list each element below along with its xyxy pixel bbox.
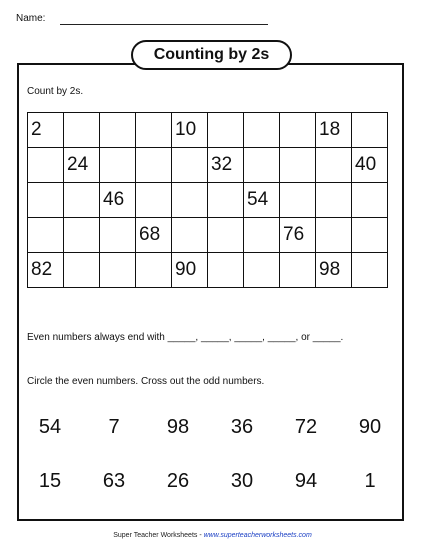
grid-cell[interactable]: 24: [64, 148, 100, 183]
grid-row: [28, 253, 388, 288]
grid-cell[interactable]: [136, 183, 172, 218]
grid-cell[interactable]: [208, 183, 244, 218]
grid-cell[interactable]: 76: [280, 218, 316, 253]
grid-cell[interactable]: [100, 113, 136, 148]
number-item[interactable]: 54: [38, 416, 62, 438]
grid-cell[interactable]: [136, 113, 172, 148]
count-instruction: Count by 2s.: [27, 86, 84, 97]
grid-cell[interactable]: [316, 148, 352, 183]
grid-cell[interactable]: 32: [208, 148, 244, 183]
grid-cell[interactable]: [208, 253, 244, 288]
grid-cell[interactable]: [136, 148, 172, 183]
grid-row: [28, 183, 388, 218]
even-endings-sentence: Even numbers always end with _____, _____, _____, _____, or _____.: [27, 332, 344, 343]
grid-cell[interactable]: 46: [100, 183, 136, 218]
grid-cell[interactable]: [64, 218, 100, 253]
grid-cell[interactable]: 68: [136, 218, 172, 253]
grid-cell[interactable]: [280, 183, 316, 218]
grid-cell[interactable]: [244, 218, 280, 253]
grid-cell[interactable]: [172, 148, 208, 183]
grid-cell[interactable]: [352, 253, 388, 288]
footer-text: Super Teacher Worksheets -: [113, 532, 204, 539]
footer-url-link[interactable]: www.superteacherworksheets.com: [203, 532, 312, 539]
footer: [0, 532, 425, 539]
grid-row: [28, 148, 388, 183]
grid-cell[interactable]: [100, 148, 136, 183]
worksheet-title-text: Counting by 2s: [153, 46, 270, 63]
number-item[interactable]: 63: [102, 470, 126, 492]
number-row-2: [10, 470, 410, 496]
circle-instruction: Circle the even numbers. Cross out the odd numbers.: [27, 376, 265, 387]
grid-cell[interactable]: 40: [352, 148, 388, 183]
grid-cell[interactable]: [352, 183, 388, 218]
grid-cell[interactable]: [352, 113, 388, 148]
name-line: [60, 24, 268, 25]
number-item[interactable]: 1: [364, 470, 376, 492]
grid-cell[interactable]: [100, 253, 136, 288]
number-item[interactable]: 90: [358, 416, 382, 438]
number-item[interactable]: 94: [294, 470, 318, 492]
grid-cell[interactable]: [244, 148, 280, 183]
number-item[interactable]: 7: [108, 416, 120, 438]
grid-cell[interactable]: [280, 148, 316, 183]
grid-cell[interactable]: [28, 218, 64, 253]
grid-cell[interactable]: 54: [244, 183, 280, 218]
grid-cell[interactable]: 98: [316, 253, 352, 288]
grid-cell[interactable]: [172, 218, 208, 253]
grid-cell[interactable]: 82: [28, 253, 64, 288]
number-item[interactable]: 72: [294, 416, 318, 438]
number-row-1: [10, 416, 410, 442]
number-item[interactable]: 26: [166, 470, 190, 492]
grid-cell[interactable]: [208, 218, 244, 253]
grid-row: [28, 218, 388, 253]
grid-cell[interactable]: [316, 218, 352, 253]
number-item[interactable]: 15: [38, 470, 62, 492]
counting-grid: [27, 112, 388, 288]
grid-cell[interactable]: 90: [172, 253, 208, 288]
number-item[interactable]: 98: [166, 416, 190, 438]
grid-cell[interactable]: [352, 218, 388, 253]
grid-row: [28, 113, 388, 148]
grid-cell[interactable]: [64, 113, 100, 148]
grid-cell[interactable]: [64, 253, 100, 288]
grid-cell[interactable]: [64, 183, 100, 218]
grid-cell[interactable]: 18: [316, 113, 352, 148]
grid-cell[interactable]: 10: [172, 113, 208, 148]
grid-cell[interactable]: [100, 218, 136, 253]
grid-cell[interactable]: [280, 113, 316, 148]
grid-cell[interactable]: [244, 113, 280, 148]
grid-cell[interactable]: [280, 253, 316, 288]
grid-cell[interactable]: 2: [28, 113, 64, 148]
number-item[interactable]: 30: [230, 470, 254, 492]
name-label: Name:: [16, 13, 46, 24]
grid-cell[interactable]: [136, 253, 172, 288]
worksheet-title: [131, 40, 292, 70]
grid-cell[interactable]: [28, 148, 64, 183]
number-item[interactable]: 36: [230, 416, 254, 438]
grid-cell[interactable]: [28, 183, 64, 218]
grid-cell[interactable]: [172, 183, 208, 218]
grid-cell[interactable]: [316, 183, 352, 218]
grid-cell[interactable]: [244, 253, 280, 288]
grid-cell[interactable]: [208, 113, 244, 148]
